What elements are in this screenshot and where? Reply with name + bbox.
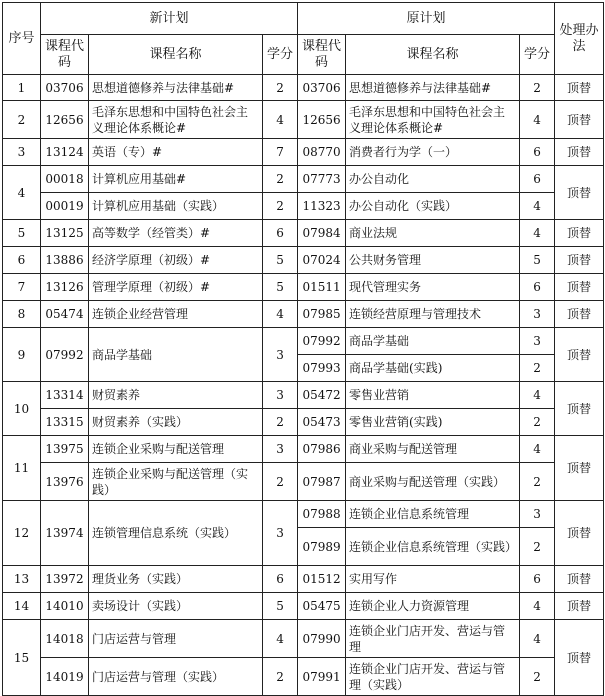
old-credit-cell: 2 [520, 658, 555, 696]
new-credit-cell: 5 [263, 274, 298, 301]
new-code-cell: 07992 [41, 328, 89, 382]
old-code-cell: 08770 [298, 139, 346, 166]
old-name-cell: 连锁经营原理与管理技术 [346, 301, 520, 328]
new-code-cell: 12656 [41, 101, 89, 139]
method-cell: 顶替 [555, 593, 604, 620]
new-name-cell: 财贸素养（实践） [89, 409, 263, 436]
method-cell: 顶替 [555, 328, 604, 382]
new-name-cell: 高等数学（经管类）# [89, 220, 263, 247]
new-code-cell: 00019 [41, 193, 89, 220]
header-old-name: 课程名称 [346, 35, 520, 75]
old-code-cell: 03706 [298, 75, 346, 101]
seq-cell: 10 [3, 382, 41, 436]
table-row [3, 501, 604, 528]
new-name-cell: 门店运营与管理 [89, 620, 263, 658]
old-code-cell: 07993 [298, 355, 346, 382]
table-row [3, 620, 604, 658]
old-code-cell: 07773 [298, 166, 346, 193]
old-credit-cell: 4 [520, 382, 555, 409]
new-name-cell: 连锁管理信息系统（实践） [89, 501, 263, 566]
new-code-cell: 13886 [41, 247, 89, 274]
old-code-cell: 07984 [298, 220, 346, 247]
new-code-cell: 13314 [41, 382, 89, 409]
method-cell: 顶替 [555, 301, 604, 328]
table-row [3, 328, 604, 355]
method-cell: 顶替 [555, 382, 604, 436]
new-credit-cell: 7 [263, 139, 298, 166]
method-cell: 顶替 [555, 247, 604, 274]
method-cell: 顶替 [555, 620, 604, 696]
new-code-cell: 13125 [41, 220, 89, 247]
old-name-cell: 实用写作 [346, 566, 520, 593]
header-seq: 序号 [3, 3, 41, 75]
old-credit-cell: 5 [520, 247, 555, 274]
old-name-cell: 连锁企业人力资源管理 [346, 593, 520, 620]
new-credit-cell: 4 [263, 301, 298, 328]
old-code-cell: 07991 [298, 658, 346, 696]
old-credit-cell: 4 [520, 593, 555, 620]
method-cell: 顶替 [555, 101, 604, 139]
new-credit-cell: 2 [263, 463, 298, 501]
old-code-cell: 07990 [298, 620, 346, 658]
new-credit-cell: 2 [263, 193, 298, 220]
old-code-cell: 07985 [298, 301, 346, 328]
old-credit-cell: 3 [520, 328, 555, 355]
seq-cell: 2 [3, 101, 41, 139]
old-name-cell: 消费者行为学（一） [346, 139, 520, 166]
new-code-cell: 13124 [41, 139, 89, 166]
seq-cell: 9 [3, 328, 41, 382]
new-credit-cell: 6 [263, 566, 298, 593]
table-row [3, 436, 604, 463]
seq-cell: 6 [3, 247, 41, 274]
new-code-cell: 00018 [41, 166, 89, 193]
seq-cell: 4 [3, 166, 41, 220]
old-code-cell: 01511 [298, 274, 346, 301]
old-credit-cell: 2 [520, 355, 555, 382]
new-code-cell: 13974 [41, 501, 89, 566]
table-row [3, 101, 604, 139]
table-row [3, 566, 604, 593]
old-credit-cell: 4 [520, 101, 555, 139]
new-name-cell: 思想道德修养与法律基础# [89, 75, 263, 101]
table-row [3, 593, 604, 620]
method-cell: 顶替 [555, 166, 604, 220]
new-name-cell: 门店运营与管理（实践） [89, 658, 263, 696]
seq-cell: 14 [3, 593, 41, 620]
old-credit-cell: 6 [520, 566, 555, 593]
old-code-cell: 05472 [298, 382, 346, 409]
new-credit-cell: 5 [263, 247, 298, 274]
table-row [3, 274, 604, 301]
table-row [3, 247, 604, 274]
method-cell: 顶替 [555, 274, 604, 301]
old-code-cell: 01512 [298, 566, 346, 593]
seq-cell: 5 [3, 220, 41, 247]
new-credit-cell: 2 [263, 658, 298, 696]
old-code-cell: 12656 [298, 101, 346, 139]
table-row [3, 75, 604, 101]
old-code-cell: 05473 [298, 409, 346, 436]
new-name-cell: 管理学原理（初级）# [89, 274, 263, 301]
table-row [3, 301, 604, 328]
method-cell: 顶替 [555, 139, 604, 166]
new-code-cell: 05474 [41, 301, 89, 328]
new-credit-cell: 3 [263, 436, 298, 463]
old-credit-cell: 4 [520, 436, 555, 463]
old-name-cell: 零售业营销 [346, 382, 520, 409]
new-credit-cell: 3 [263, 501, 298, 566]
header-old-code: 课程代码 [298, 35, 346, 75]
old-credit-cell: 4 [520, 220, 555, 247]
new-name-cell: 理货业务（实践） [89, 566, 263, 593]
new-credit-cell: 2 [263, 166, 298, 193]
header-new-plan: 新计划 [41, 3, 298, 35]
new-name-cell: 经济学原理（初级）# [89, 247, 263, 274]
old-name-cell: 毛泽东思想和中国特色社会主义理论体系概论# [346, 101, 520, 139]
old-credit-cell: 2 [520, 463, 555, 501]
new-name-cell: 计算机应用基础（实践） [89, 193, 263, 220]
header-new-name: 课程名称 [89, 35, 263, 75]
new-code-cell: 13315 [41, 409, 89, 436]
table-row [3, 139, 604, 166]
header-old-credit: 学分 [520, 35, 555, 75]
old-name-cell: 零售业营销(实践) [346, 409, 520, 436]
old-credit-cell: 3 [520, 501, 555, 528]
new-name-cell: 计算机应用基础# [89, 166, 263, 193]
seq-cell: 11 [3, 436, 41, 501]
old-name-cell: 连锁企业门店开发、营运与管理（实践） [346, 658, 520, 696]
new-credit-cell: 3 [263, 328, 298, 382]
method-cell: 顶替 [555, 436, 604, 501]
new-code-cell: 14010 [41, 593, 89, 620]
old-credit-cell: 6 [520, 166, 555, 193]
method-cell: 顶替 [555, 566, 604, 593]
method-cell: 顶替 [555, 75, 604, 101]
new-credit-cell: 6 [263, 220, 298, 247]
new-code-cell: 14018 [41, 620, 89, 658]
old-name-cell: 商品学基础 [346, 328, 520, 355]
old-code-cell: 07987 [298, 463, 346, 501]
old-name-cell: 商业采购与配送管理（实践） [346, 463, 520, 501]
old-credit-cell: 4 [520, 193, 555, 220]
seq-cell: 1 [3, 75, 41, 101]
old-code-cell: 07992 [298, 328, 346, 355]
new-name-cell: 毛泽东思想和中国特色社会主义理论体系概论# [89, 101, 263, 139]
old-credit-cell: 2 [520, 409, 555, 436]
header-old-plan: 原计划 [298, 3, 555, 35]
table-body [3, 75, 604, 696]
new-code-cell: 14019 [41, 658, 89, 696]
old-credit-cell: 3 [520, 301, 555, 328]
old-credit-cell: 4 [520, 620, 555, 658]
table-row [3, 463, 604, 501]
old-code-cell: 11323 [298, 193, 346, 220]
old-name-cell: 连锁企业信息系统管理（实践） [346, 528, 520, 566]
seq-cell: 12 [3, 501, 41, 566]
old-credit-cell: 2 [520, 75, 555, 101]
new-name-cell: 卖场设计（实践） [89, 593, 263, 620]
new-name-cell: 连锁企业采购与配送管理（实践） [89, 463, 263, 501]
old-name-cell: 思想道德修养与法律基础# [346, 75, 520, 101]
method-cell: 顶替 [555, 501, 604, 566]
old-name-cell: 商业采购与配送管理 [346, 436, 520, 463]
table-row [3, 220, 604, 247]
new-credit-cell: 2 [263, 75, 298, 101]
header-new-code: 课程代码 [41, 35, 89, 75]
table-row [3, 193, 604, 220]
new-name-cell: 英语（专）# [89, 139, 263, 166]
old-code-cell: 07988 [298, 501, 346, 528]
old-code-cell: 07024 [298, 247, 346, 274]
old-credit-cell: 2 [520, 528, 555, 566]
old-code-cell: 07989 [298, 528, 346, 566]
old-name-cell: 公共财务管理 [346, 247, 520, 274]
seq-cell: 13 [3, 566, 41, 593]
table-row [3, 382, 604, 409]
old-name-cell: 现代管理实务 [346, 274, 520, 301]
new-name-cell: 商品学基础 [89, 328, 263, 382]
old-credit-cell: 6 [520, 274, 555, 301]
new-code-cell: 13126 [41, 274, 89, 301]
seq-cell: 15 [3, 620, 41, 696]
new-credit-cell: 4 [263, 101, 298, 139]
old-code-cell: 05475 [298, 593, 346, 620]
old-credit-cell: 6 [520, 139, 555, 166]
new-credit-cell: 2 [263, 409, 298, 436]
old-name-cell: 连锁企业信息系统管理 [346, 501, 520, 528]
new-code-cell: 13975 [41, 436, 89, 463]
table-row [3, 166, 604, 193]
old-name-cell: 商业法规 [346, 220, 520, 247]
new-credit-cell: 4 [263, 620, 298, 658]
old-name-cell: 办公自动化 [346, 166, 520, 193]
new-credit-cell: 5 [263, 593, 298, 620]
new-code-cell: 13972 [41, 566, 89, 593]
seq-cell: 7 [3, 274, 41, 301]
header-method: 处理办法 [555, 3, 604, 75]
old-name-cell: 办公自动化（实践） [346, 193, 520, 220]
old-name-cell: 连锁企业门店开发、营运与管理 [346, 620, 520, 658]
new-name-cell: 连锁企业经营管理 [89, 301, 263, 328]
seq-cell: 3 [3, 139, 41, 166]
old-name-cell: 商品学基础(实践) [346, 355, 520, 382]
new-code-cell: 13976 [41, 463, 89, 501]
table-row [3, 409, 604, 436]
method-cell: 顶替 [555, 220, 604, 247]
seq-cell: 8 [3, 301, 41, 328]
course-replacement-table [2, 2, 604, 696]
new-credit-cell: 3 [263, 382, 298, 409]
new-name-cell: 财贸素养 [89, 382, 263, 409]
new-name-cell: 连锁企业采购与配送管理 [89, 436, 263, 463]
old-code-cell: 07986 [298, 436, 346, 463]
header-new-credit: 学分 [263, 35, 298, 75]
new-code-cell: 03706 [41, 75, 89, 101]
